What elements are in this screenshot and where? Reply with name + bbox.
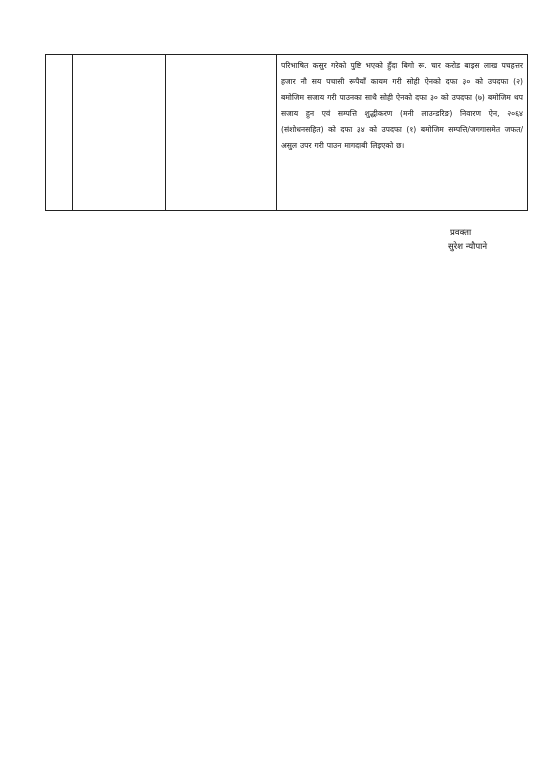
case-cell [166, 55, 277, 211]
serial-cell [46, 55, 73, 211]
serial-cell-text [46, 55, 72, 60]
claim-description-text: परिभाषित कसुर गरेको पुष्टि भएको हुँदा बिगो रू. चार करोड बाइस लाख पचहत्तर हजार नौ सय पचासी रूपैयाँ कायम गरी सोही ऐनको दफा ३० को उपदफा (२) बमोजिम सजाय गरी पाउनका साथै सोही ऐनको दफा ३० को उपदफा (७) बमोजिम थप सजाय हुन एवं सम्पत्ति शुद्धीकरण (मनी लाउन्डरिङ) निवारण ऐन, २०६४ (संशोधनसहित) को दफा ३४ को उपदफा (१) बमोजिम सम्पत्ति/जगगासमेत जफत/असुल उपर गरी पाउन मागदाबी लिइएको छ। [281, 61, 523, 150]
defendant-cell [73, 55, 166, 211]
case-cell-text [166, 55, 276, 60]
claim-description-cell [277, 55, 528, 211]
case-details-table [45, 54, 528, 211]
table-row [46, 55, 528, 211]
defendant-cell-text [73, 55, 165, 60]
spokesperson-name: सुरेश न्यौपाने [448, 242, 488, 252]
spokesperson-title: प्रवक्ता [450, 228, 472, 238]
